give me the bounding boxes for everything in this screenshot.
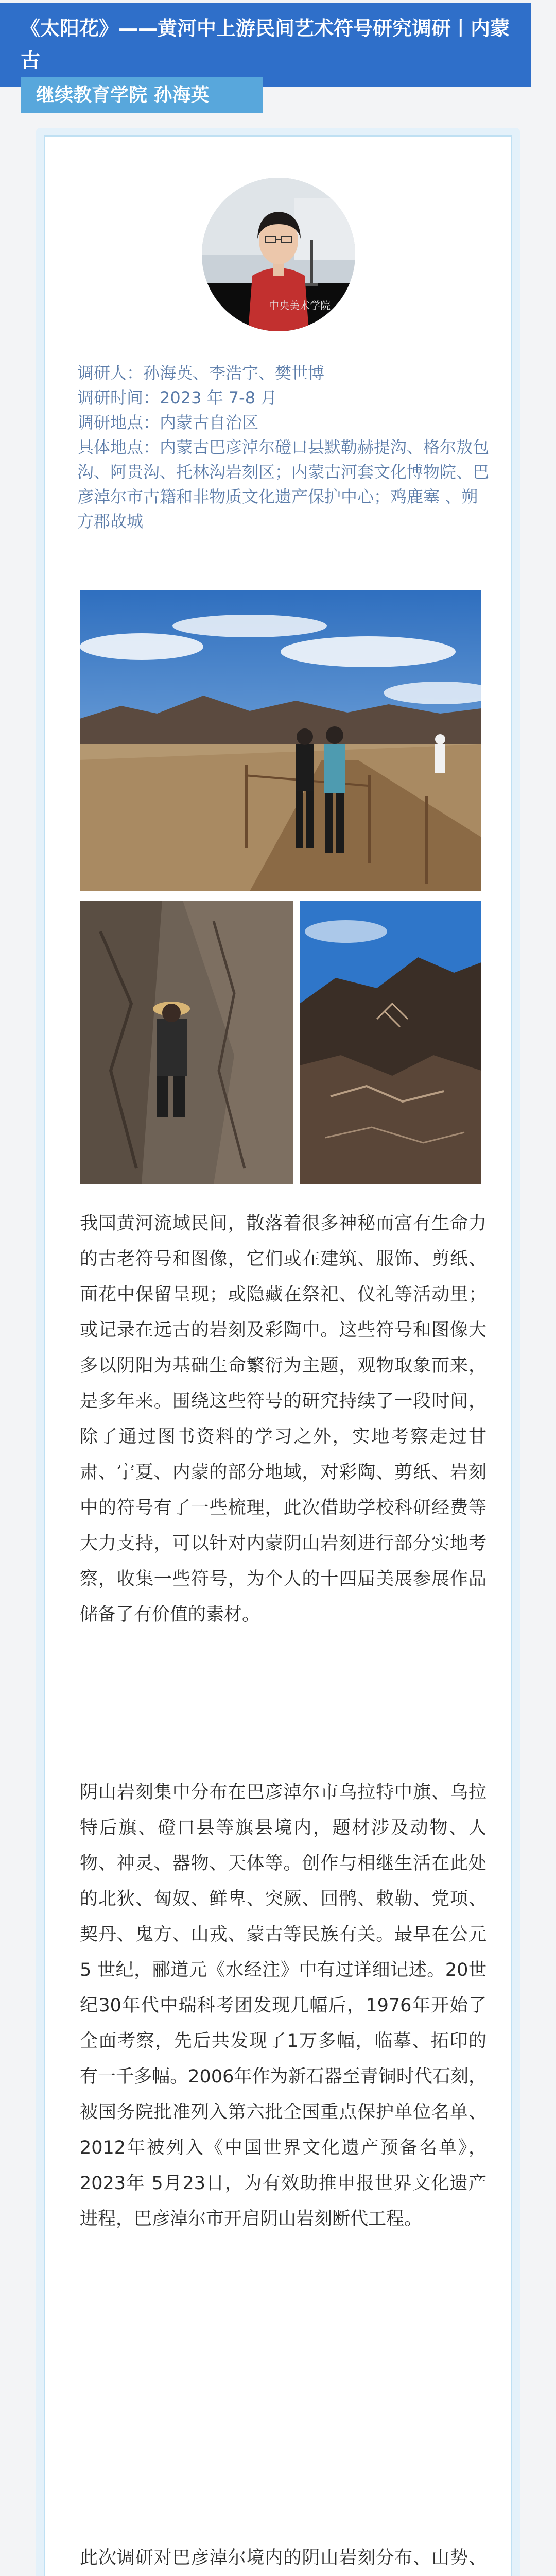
paragraph-yinshan-history: 阴山岩刻集中分布在巴彦淖尔市乌拉特中旗、乌拉特后旗、磴口县等旗县境内，题材涉及动物、人物、神灵、器物、天体等。创作与相继生活在此处的北狄、匈奴、鲜卑、突厥、回鹘、敕勒、党项、契丹、鬼方、山戎、蒙古等民族有关。最早在公元 5 世纪，郦道元《水经注》中有过详细记述。20世纪30年代中瑞科考团发现几幅后，1976年开始了全面考察，先后共发现了1万多幅，临摹、拓印的有一千多幅。2006年作为新石器至青铜时代石刻，被国务院批准列入第六批全国重点保护单位名单、2012年被列入《中国世界文化遗产预备名单》，2023年 5月23日，为有效助推申报世界文化遗产进程，巴彦淖尔市开启阴山岩刻断代工程。 (80, 1782, 486, 2229)
meta-place: 调研地点：内蒙古自治区 (77, 413, 259, 432)
author-tag: 继续教育学院 孙海英 (21, 77, 263, 113)
meta-researchers: 调研人：孙海英、李浩宇、樊世博 (77, 363, 325, 383)
lectern-logo: 中央美术学院 (269, 299, 331, 312)
rock-climbing-photo (80, 901, 293, 1184)
meta-time: 调研时间：2023 年 7-8 月 (77, 388, 277, 408)
research-meta (77, 361, 489, 534)
petroglyph-rock-photo (300, 901, 481, 1184)
landscape-image (80, 590, 481, 891)
researcher-portrait (202, 178, 355, 331)
meta-detail: 具体地点：内蒙古巴彦淖尔磴口县默勒赫提沟、格尔敖包沟、阿贵沟、托林沟岩刻区；内蒙古河套文化博物院、巴彦淖尔市古籍和非物质文化遗产保护中心；鸡鹿塞 、朔方郡故城 (77, 437, 490, 531)
field-landscape-photo (80, 590, 481, 891)
paragraph-intro: 我国黄河流域民间，散落着很多神秘而富有生命力的古老符号和图像，它们或在建筑、服饰、剪纸、面花中保留呈现；或隐藏在祭祀、仪礼等活动里；或记录在远古的岩刻及彩陶中。这些符号和图像大多以阴阳为基础生命繁衍为主题，观物取象而来，是多年来。围绕这些符号的研究持续了一段时间，除了通过图书资料的学习之外，实地考察走过甘肃、宁夏、内蒙的部分地域，对彩陶、剪纸、岩刻中的符号有了一些梳理，此次借助学校科研经费等大力支持，可以针对内蒙阴山岩刻进行部分实地考察，收集一些符号，为个人的十四届美展参展作品储备了有价值的素材。 (80, 1213, 486, 1625)
petroglyph-image (300, 901, 481, 1184)
cliff-image (80, 901, 293, 1184)
researcher-photo (202, 178, 355, 331)
article-title: 《太阳花》——黄河中上游民间艺术符号研究调研丨内蒙古 (0, 3, 531, 87)
paragraph-conclusion: 此次调研对巴彦淖尔境内的阴山岩刻分布、山势、 (80, 2548, 486, 2568)
